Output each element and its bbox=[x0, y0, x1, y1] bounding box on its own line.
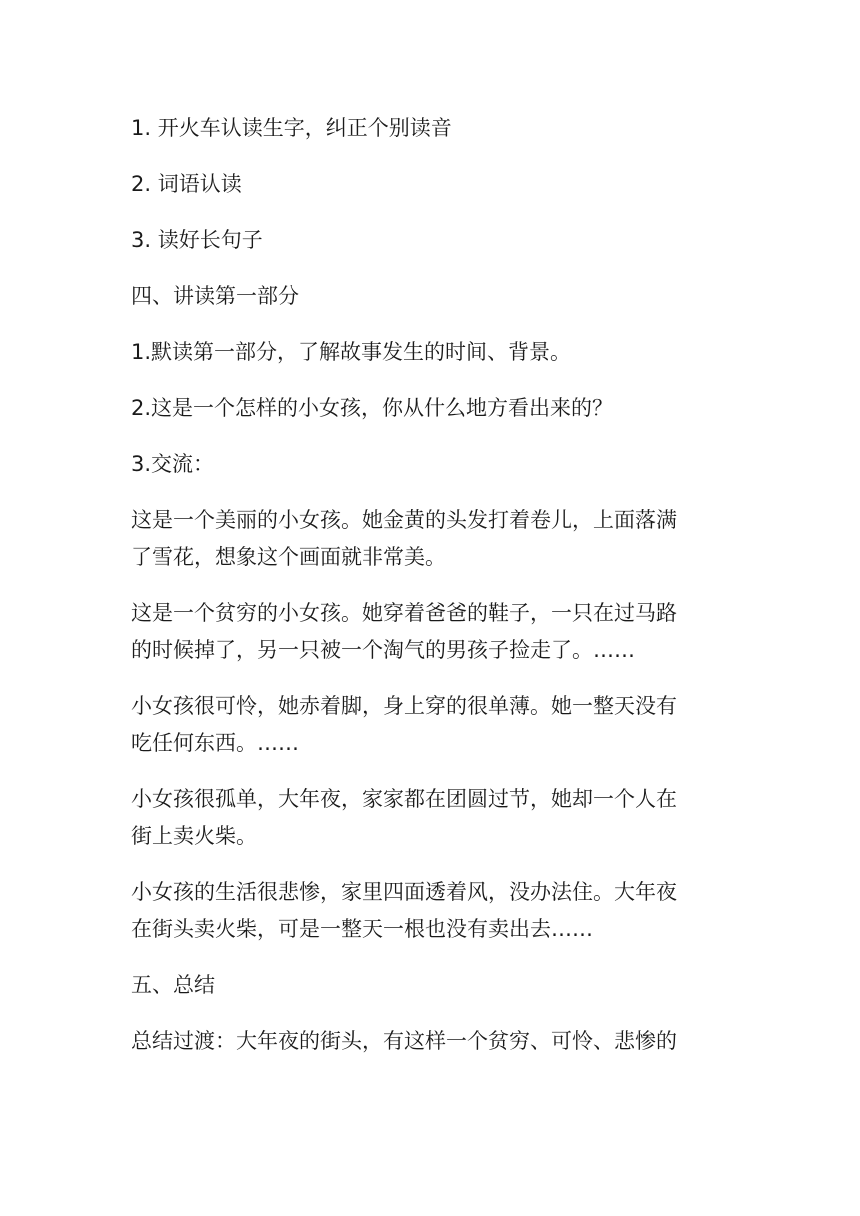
paragraph-line: 这是一个贫穷的小女孩。她穿着爸爸的鞋子，一只在过马路 bbox=[131, 601, 677, 625]
list-item-1: 1.默读第一部分，了解故事发生的时间、背景。 bbox=[131, 340, 572, 364]
section-heading-5: 五、总结 bbox=[131, 973, 215, 997]
paragraph-line: 了雪花，想象这个画面就非常美。 bbox=[131, 545, 446, 569]
paragraph-poor bbox=[131, 595, 731, 669]
paragraph-line: 街上卖火柴。 bbox=[131, 824, 257, 848]
step-3: 3. 读好长句子 bbox=[131, 228, 263, 252]
paragraph-pitiful bbox=[131, 688, 731, 762]
step-1: 1. 开火车认读生字，纠正个别读音 bbox=[131, 116, 452, 140]
paragraph-line: 小女孩很孤单，大年夜，家家都在团圆过节，她却一个人在 bbox=[131, 787, 677, 811]
paragraph-lonely bbox=[131, 781, 731, 855]
list-item-3: 3.交流： bbox=[131, 452, 215, 476]
document-body bbox=[131, 110, 731, 1079]
paragraph-line: 这是一个美丽的小女孩。她金黄的头发打着卷儿，上面落满 bbox=[131, 508, 677, 532]
paragraph-line: 小女孩的生活很悲惨，家里四面透着风，没办法住。大年夜 bbox=[131, 880, 677, 904]
step-2: 2. 词语认读 bbox=[131, 172, 242, 196]
paragraph-line: 的时候掉了，另一只被一个淘气的男孩子捡走了。…… bbox=[131, 638, 635, 662]
section-heading-4: 四、讲读第一部分 bbox=[131, 284, 299, 308]
paragraph-beautiful bbox=[131, 502, 731, 576]
summary-line: 总结过渡：大年夜的街头，有这样一个贫穷、可怜、悲惨的 bbox=[131, 1029, 677, 1053]
paragraph-line: 在街头卖火柴，可是一整天一根也没有卖出去…… bbox=[131, 917, 593, 941]
list-item-2: 2.这是一个怎样的小女孩，你从什么地方看出来的？ bbox=[131, 396, 614, 420]
paragraph-line: 小女孩很可怜，她赤着脚，身上穿的很单薄。她一整天没有 bbox=[131, 694, 677, 718]
paragraph-miserable bbox=[131, 874, 731, 948]
paragraph-line: 吃任何东西。…… bbox=[131, 731, 299, 755]
